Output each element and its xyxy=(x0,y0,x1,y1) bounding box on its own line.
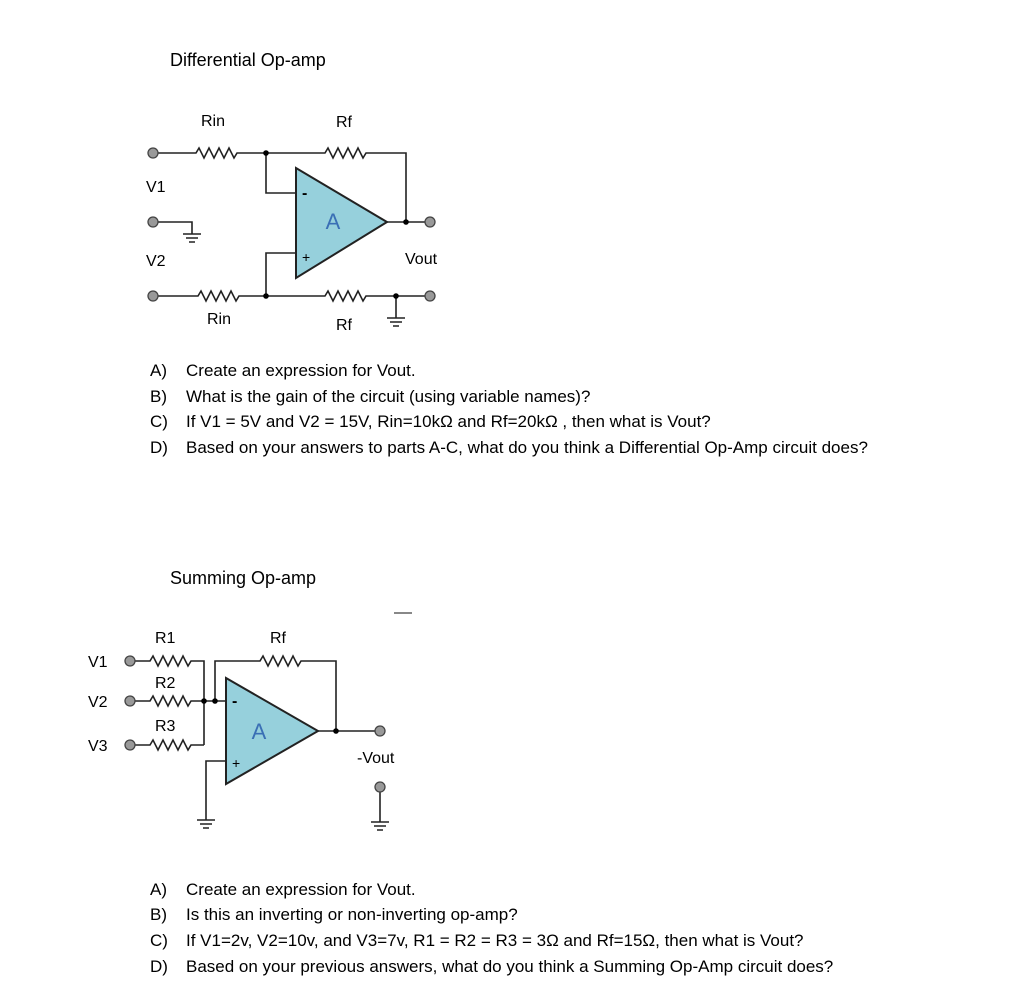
v1-terminal xyxy=(148,148,158,158)
question-letter: D) xyxy=(150,438,168,457)
v2-terminal xyxy=(125,696,135,706)
amp-label: A xyxy=(251,719,267,744)
question-text: What is the gain of the circuit (using variable names)? xyxy=(186,387,591,406)
question-text: Create an expression for Vout. xyxy=(186,361,416,380)
vout-ref-terminal xyxy=(375,782,385,792)
vout-terminal xyxy=(425,217,435,227)
vout-label: -Vout xyxy=(357,750,395,767)
v3-label: V3 xyxy=(88,738,108,755)
plus-sign: + xyxy=(302,249,311,265)
question-letter: A) xyxy=(150,880,167,899)
amp-label: A xyxy=(325,209,341,234)
v2-label: V2 xyxy=(146,253,166,270)
rf-top-label: Rf xyxy=(336,114,352,131)
rin-bottom-label: Rin xyxy=(207,311,232,328)
rin-top-label: Rin xyxy=(201,113,226,130)
question-text: If V1 = 5V and V2 = 15V, Rin=10kΩ and Rf=20kΩ , then what is Vout? xyxy=(186,412,711,431)
question-text: Create an expression for Vout. xyxy=(186,880,416,899)
question-letter: C) xyxy=(150,412,168,431)
v1-label: V1 xyxy=(146,179,166,196)
r2-label: R2 xyxy=(155,675,176,692)
v1-terminal xyxy=(125,656,135,666)
rf-label: Rf xyxy=(270,630,286,647)
v3-terminal xyxy=(125,740,135,750)
question-text: Based on your answers to parts A-C, what do you think a Differential Op-Amp circuit does? xyxy=(186,438,868,457)
vout-label: Vout xyxy=(405,251,438,268)
v2-terminal xyxy=(148,291,158,301)
vout-ref-terminal xyxy=(425,291,435,301)
summing-title: Summing Op-amp xyxy=(170,568,317,588)
rf-bottom-label: Rf xyxy=(336,317,352,334)
differential-circuit xyxy=(146,113,438,334)
v1-label: V1 xyxy=(88,654,108,671)
question-letter: A) xyxy=(150,361,167,380)
summing-circuit xyxy=(88,613,412,830)
plus-sign: + xyxy=(232,755,241,771)
question-text: Is this an inverting or non-inverting op-amp? xyxy=(186,905,518,924)
r1-label: R1 xyxy=(155,630,176,647)
question-letter: C) xyxy=(150,931,168,950)
differential-title: Differential Op-amp xyxy=(170,50,326,70)
question-letter: B) xyxy=(150,905,167,924)
minus-sign: - xyxy=(302,185,308,202)
v2-label: V2 xyxy=(88,694,108,711)
question-text: If V1=2v, V2=10v, and V3=7v, R1 = R2 = R3 = 3Ω and Rf=15Ω, then what is Vout? xyxy=(186,931,804,950)
question-text: Based on your previous answers, what do you think a Summing Op-Amp circuit does? xyxy=(186,957,834,976)
vout-terminal xyxy=(375,726,385,736)
minus-sign: - xyxy=(232,693,238,710)
question-letter: B) xyxy=(150,387,167,406)
question-letter: D) xyxy=(150,957,168,976)
r3-label: R3 xyxy=(155,718,176,735)
ground-terminal xyxy=(148,217,158,227)
